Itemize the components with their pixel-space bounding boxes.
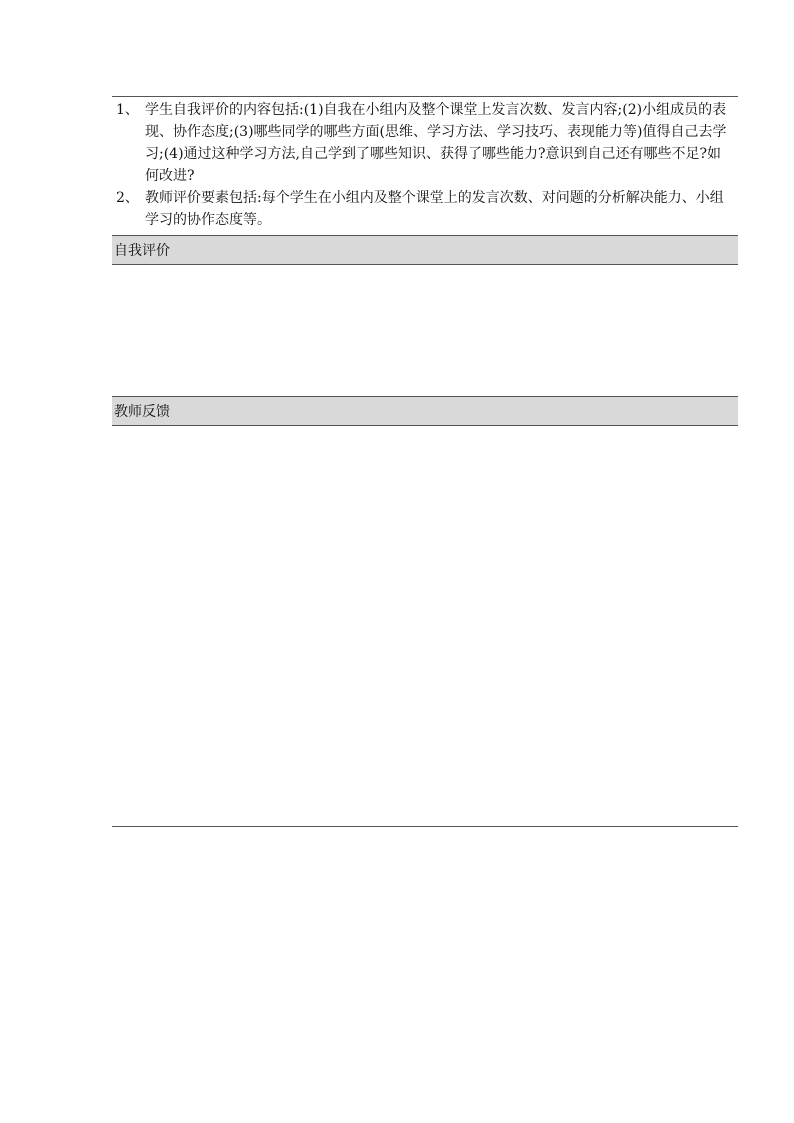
guideline-number: 1、 — [116, 102, 139, 118]
bottom-rule — [112, 826, 738, 827]
evaluation-table — [112, 96, 738, 827]
guideline-text: 学生自我评价的内容包括:(1)自我在小组内及整个课堂上发言次数、发言内容;(2)小组成员的表现、协作态度;(3)哪些同学的哪些方面(思维、学习方法、学习技巧、表现能力等)值得自己去学习;(4)通过这种学习方法,自己学到了哪些知识、获得了哪些能力?意识到自己还有哪些不足?如何改进? — [145, 102, 727, 184]
self-evaluation-header: 自我评价 — [112, 235, 738, 265]
teacher-feedback-area[interactable] — [112, 426, 738, 826]
self-evaluation-area[interactable] — [112, 265, 738, 396]
guideline-text: 教师评价要素包括:每个学生在小组内及整个课堂上的发言次数、对问题的分析解决能力、小组学习的协作态度等。 — [145, 190, 724, 228]
guideline-number: 2、 — [116, 190, 139, 206]
guideline-item-student — [116, 99, 734, 187]
teacher-feedback-header: 教师反馈 — [112, 396, 738, 426]
guideline-item-teacher — [116, 187, 734, 231]
evaluation-guidelines — [112, 97, 738, 235]
